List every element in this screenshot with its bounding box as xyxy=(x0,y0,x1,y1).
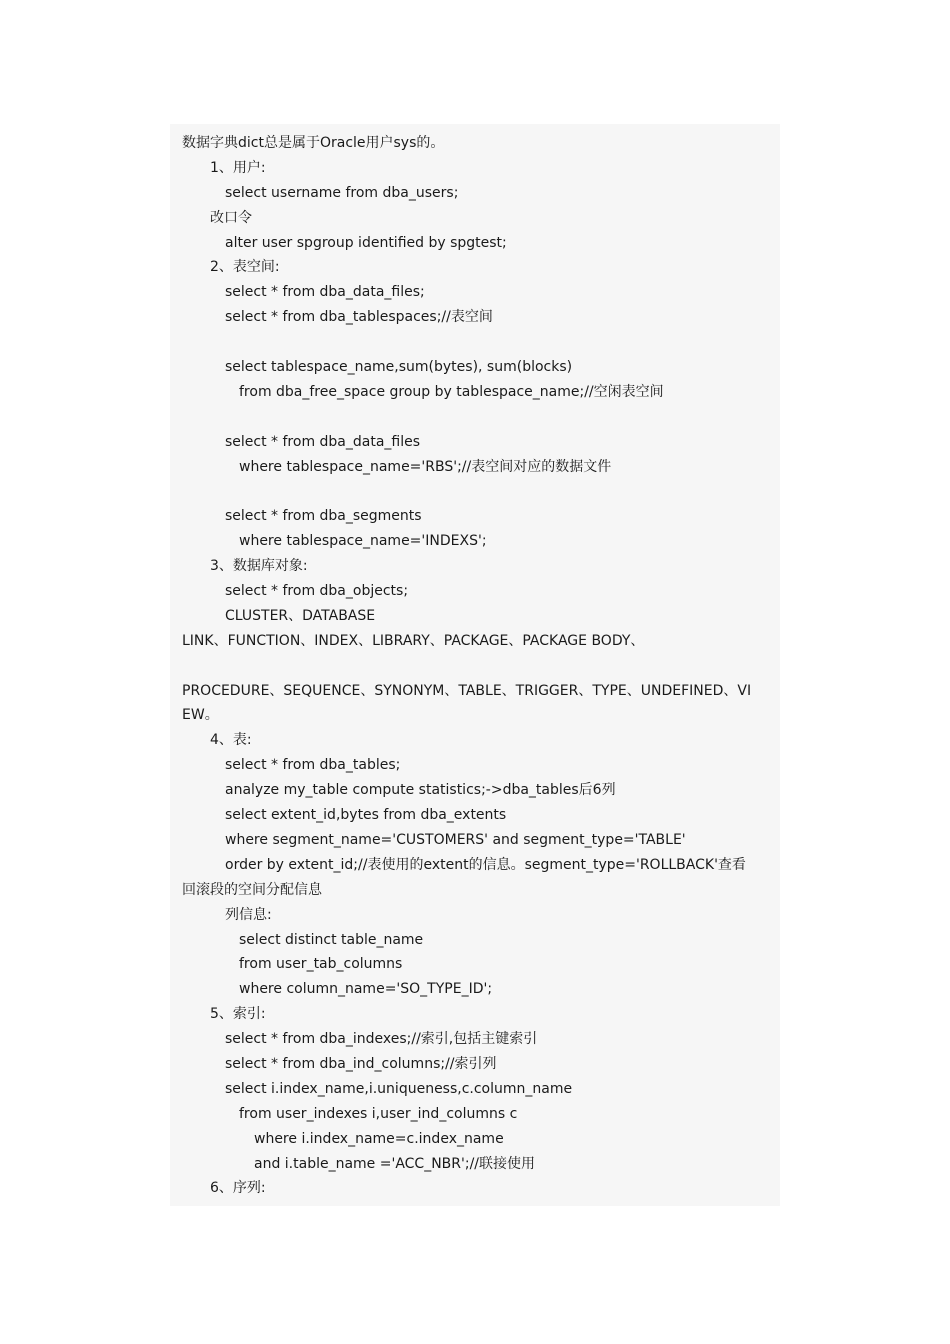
text-line: select distinct table_name xyxy=(239,931,424,948)
text-line: select username from dba_users; xyxy=(225,184,459,201)
text-line: 4、表: xyxy=(210,732,252,749)
text-line: 3、数据库对象: xyxy=(210,558,308,575)
text-line: from user_tab_columns xyxy=(239,956,403,973)
text-line: 数据字典dict总是属于Oracle用户sys的。 xyxy=(182,135,445,151)
text-line: select * from dba_data_files xyxy=(225,433,421,450)
blank-line xyxy=(182,654,772,679)
text-line: select * from dba_ind_columns;//索引列 xyxy=(225,1055,497,1072)
text-line: where i.index_name=c.index_name xyxy=(254,1130,504,1147)
text-line: 6、序列: xyxy=(210,1180,266,1197)
text-line: alter user spgroup identified by spgtest; xyxy=(225,234,507,251)
text-line: 改口令 xyxy=(210,209,252,226)
text-line: select * from dba_tables; xyxy=(225,757,401,774)
document-panel xyxy=(170,124,780,1206)
text-line: where segment_name='CUSTOMERS' and segment_type='TABLE' xyxy=(225,831,686,848)
blank-line xyxy=(182,330,772,355)
text-line: 5、索引: xyxy=(210,1006,266,1023)
blank-line xyxy=(182,479,772,504)
text-line: CLUSTER、DATABASE xyxy=(225,607,376,624)
text-line: order by extent_id;//表使用的extent的信息。segment_type='ROLLBACK'查看 xyxy=(225,856,746,873)
text-line: select * from dba_data_files; xyxy=(225,284,425,301)
text-line: where column_name='SO_TYPE_ID'; xyxy=(239,981,493,998)
text-line: select * from dba_objects; xyxy=(225,583,409,600)
text-line: 列信息: xyxy=(225,906,272,923)
text-line: EW。 xyxy=(182,707,219,724)
text-line: from dba_free_space group by tablespace_name;//空闲表空间 xyxy=(239,383,664,400)
text-line: analyze my_table compute statistics;->dba_tables后6列 xyxy=(225,782,616,799)
text-line: 回滚段的空间分配信息 xyxy=(182,881,322,898)
text-line: 1、用户: xyxy=(210,159,266,176)
document-body xyxy=(182,131,772,1201)
blank-line xyxy=(182,405,772,430)
text-line: and i.table_name ='ACC_NBR';//联接使用 xyxy=(254,1155,536,1172)
text-line: select extent_id,bytes from dba_extents xyxy=(225,807,507,824)
text-line: LINK、FUNCTION、INDEX、LIBRARY、PACKAGE、PACKAGE BODY、 xyxy=(182,632,645,649)
text-line: select i.index_name,i.uniqueness,c.column_name xyxy=(225,1080,573,1097)
text-line: where tablespace_name='RBS';//表空间对应的数据文件 xyxy=(239,458,612,475)
text-line: PROCEDURE、SEQUENCE、SYNONYM、TABLE、TRIGGER、TYPE、UNDEFINED、VI xyxy=(182,682,752,699)
text-line: 2、表空间: xyxy=(210,259,280,276)
text-line: select * from dba_segments xyxy=(225,508,422,525)
text-line: select tablespace_name,sum(bytes), sum(blocks) xyxy=(225,359,573,376)
text-line: from user_indexes i,user_ind_columns c xyxy=(239,1105,518,1122)
text-line: select * from dba_tablespaces;//表空间 xyxy=(225,309,493,326)
text-line: select * from dba_indexes;//索引,包括主键索引 xyxy=(225,1031,538,1048)
text-line: where tablespace_name='INDEXS'; xyxy=(239,533,487,550)
